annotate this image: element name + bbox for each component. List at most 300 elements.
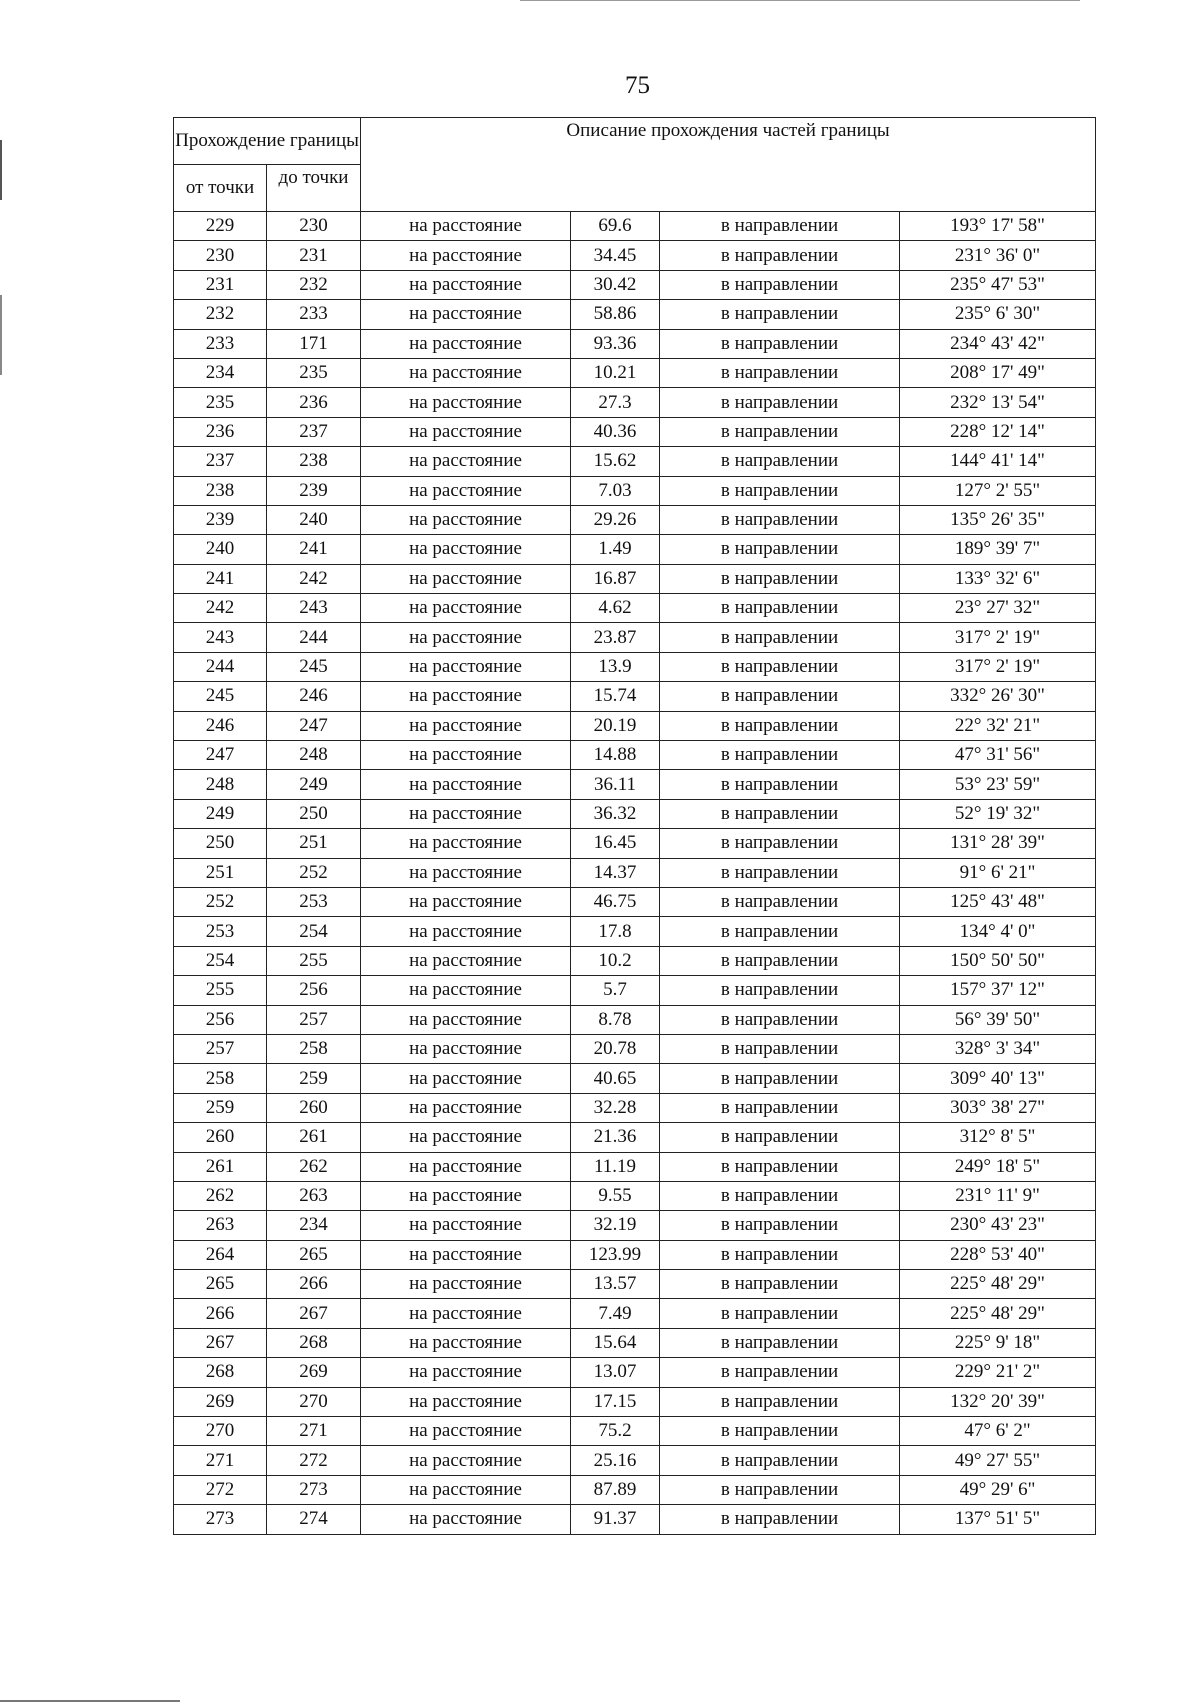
- from-point-cell: 259: [174, 1093, 267, 1122]
- distance-value-cell: 14.37: [571, 858, 660, 887]
- distance-value-cell: 30.42: [571, 270, 660, 299]
- distance-value-cell: 123.99: [571, 1240, 660, 1269]
- from-point-cell: 244: [174, 652, 267, 681]
- table-row: [174, 358, 1096, 387]
- distance-label-cell: на расстояние: [361, 270, 571, 299]
- scan-artifact-left-2: [0, 295, 2, 375]
- from-point-cell: 241: [174, 564, 267, 593]
- direction-label-cell: в направлении: [660, 770, 900, 799]
- to-point-cell: 274: [267, 1505, 361, 1534]
- distance-label-cell: на расстояние: [361, 505, 571, 534]
- table-row: [174, 300, 1096, 329]
- table-row: [174, 417, 1096, 446]
- distance-label-cell: на расстояние: [361, 858, 571, 887]
- direction-label-cell: в направлении: [660, 447, 900, 476]
- to-point-cell: 270: [267, 1387, 361, 1416]
- distance-value-cell: 8.78: [571, 1005, 660, 1034]
- direction-angle-cell: 231° 36' 0": [900, 241, 1096, 270]
- direction-label-cell: в направлении: [660, 976, 900, 1005]
- scan-artifact-left: [0, 140, 2, 200]
- from-point-cell: 267: [174, 1328, 267, 1357]
- direction-label-cell: в направлении: [660, 1328, 900, 1357]
- distance-value-cell: 21.36: [571, 1123, 660, 1152]
- header-row-top: [174, 118, 1096, 165]
- distance-value-cell: 10.2: [571, 946, 660, 975]
- direction-label-cell: в направлении: [660, 1093, 900, 1122]
- distance-label-cell: на расстояние: [361, 535, 571, 564]
- direction-angle-cell: 53° 23' 59": [900, 770, 1096, 799]
- from-point-cell: 257: [174, 1034, 267, 1063]
- direction-label-cell: в направлении: [660, 1299, 900, 1328]
- from-point-cell: 265: [174, 1270, 267, 1299]
- to-point-cell: 253: [267, 887, 361, 916]
- distance-label-cell: на расстояние: [361, 1034, 571, 1063]
- table-row: [174, 623, 1096, 652]
- direction-angle-cell: 189° 39' 7": [900, 535, 1096, 564]
- distance-value-cell: 32.28: [571, 1093, 660, 1122]
- to-point-cell: 245: [267, 652, 361, 681]
- table-row: [174, 1181, 1096, 1210]
- distance-label-cell: на расстояние: [361, 476, 571, 505]
- direction-label-cell: в направлении: [660, 1152, 900, 1181]
- from-point-cell: 232: [174, 300, 267, 329]
- direction-angle-cell: 134° 4' 0": [900, 917, 1096, 946]
- direction-angle-cell: 317° 2' 19": [900, 652, 1096, 681]
- direction-angle-cell: 137° 51' 5": [900, 1505, 1096, 1534]
- distance-value-cell: 5.7: [571, 976, 660, 1005]
- direction-angle-cell: 228° 12' 14": [900, 417, 1096, 446]
- distance-label-cell: на расстояние: [361, 976, 571, 1005]
- direction-label-cell: в направлении: [660, 741, 900, 770]
- from-point-cell: 237: [174, 447, 267, 476]
- to-point-cell: 237: [267, 417, 361, 446]
- table-row: [174, 212, 1096, 241]
- direction-label-cell: в направлении: [660, 652, 900, 681]
- table-row: [174, 741, 1096, 770]
- direction-angle-cell: 157° 37' 12": [900, 976, 1096, 1005]
- direction-label-cell: в направлении: [660, 1446, 900, 1475]
- distance-value-cell: 25.16: [571, 1446, 660, 1475]
- from-point-cell: 256: [174, 1005, 267, 1034]
- direction-angle-cell: 234° 43' 42": [900, 329, 1096, 358]
- direction-angle-cell: 232° 13' 54": [900, 388, 1096, 417]
- scan-artifact-top: [520, 0, 1080, 1]
- direction-angle-cell: 332° 26' 30": [900, 682, 1096, 711]
- from-point-cell: 272: [174, 1475, 267, 1504]
- direction-angle-cell: 328° 3' 34": [900, 1034, 1096, 1063]
- direction-angle-cell: 135° 26' 35": [900, 505, 1096, 534]
- table-row: [174, 1211, 1096, 1240]
- distance-value-cell: 15.62: [571, 447, 660, 476]
- from-point-cell: 266: [174, 1299, 267, 1328]
- table-row: [174, 652, 1096, 681]
- distance-label-cell: на расстояние: [361, 212, 571, 241]
- direction-label-cell: в направлении: [660, 212, 900, 241]
- direction-angle-cell: 303° 38' 27": [900, 1093, 1096, 1122]
- distance-label-cell: на расстояние: [361, 417, 571, 446]
- distance-label-cell: на расстояние: [361, 946, 571, 975]
- direction-angle-cell: 235° 6' 30": [900, 300, 1096, 329]
- from-point-cell: 270: [174, 1417, 267, 1446]
- direction-label-cell: в направлении: [660, 417, 900, 446]
- to-point-cell: 268: [267, 1328, 361, 1357]
- to-point-cell: 258: [267, 1034, 361, 1063]
- to-point-cell: 231: [267, 241, 361, 270]
- distance-value-cell: 20.19: [571, 711, 660, 740]
- table-row: [174, 1358, 1096, 1387]
- direction-label-cell: в направлении: [660, 241, 900, 270]
- direction-angle-cell: 52° 19' 32": [900, 799, 1096, 828]
- direction-angle-cell: 225° 48' 29": [900, 1270, 1096, 1299]
- from-point-cell: 252: [174, 887, 267, 916]
- direction-angle-cell: 22° 32' 21": [900, 711, 1096, 740]
- table-row: [174, 329, 1096, 358]
- from-point-cell: 254: [174, 946, 267, 975]
- distance-value-cell: 15.74: [571, 682, 660, 711]
- to-point-cell: 230: [267, 212, 361, 241]
- distance-value-cell: 20.78: [571, 1034, 660, 1063]
- distance-value-cell: 27.3: [571, 388, 660, 417]
- table-row: [174, 711, 1096, 740]
- direction-label-cell: в направлении: [660, 564, 900, 593]
- distance-label-cell: на расстояние: [361, 799, 571, 828]
- to-point-cell: 250: [267, 799, 361, 828]
- distance-value-cell: 15.64: [571, 1328, 660, 1357]
- to-point-cell: 249: [267, 770, 361, 799]
- direction-label-cell: в направлении: [660, 329, 900, 358]
- from-point-cell: 258: [174, 1064, 267, 1093]
- table-row: [174, 388, 1096, 417]
- distance-value-cell: 7.03: [571, 476, 660, 505]
- distance-label-cell: на расстояние: [361, 682, 571, 711]
- table-row: [174, 682, 1096, 711]
- distance-label-cell: на расстояние: [361, 1446, 571, 1475]
- to-point-cell: 271: [267, 1417, 361, 1446]
- direction-angle-cell: 309° 40' 13": [900, 1064, 1096, 1093]
- direction-label-cell: в направлении: [660, 1270, 900, 1299]
- page-number: 75: [625, 72, 650, 99]
- from-point-cell: 234: [174, 358, 267, 387]
- table-row: [174, 564, 1096, 593]
- distance-label-cell: на расстояние: [361, 1387, 571, 1416]
- direction-angle-cell: 150° 50' 50": [900, 946, 1096, 975]
- table-row: [174, 1299, 1096, 1328]
- to-point-cell: 234: [267, 1211, 361, 1240]
- distance-label-cell: на расстояние: [361, 741, 571, 770]
- distance-value-cell: 16.45: [571, 829, 660, 858]
- direction-angle-cell: 91° 6' 21": [900, 858, 1096, 887]
- to-point-cell: 256: [267, 976, 361, 1005]
- from-point-cell: 250: [174, 829, 267, 858]
- table-row: [174, 946, 1096, 975]
- from-point-cell: 253: [174, 917, 267, 946]
- distance-label-cell: на расстояние: [361, 388, 571, 417]
- distance-value-cell: 16.87: [571, 564, 660, 593]
- direction-label-cell: в направлении: [660, 799, 900, 828]
- from-point-cell: 260: [174, 1123, 267, 1152]
- table-row: [174, 1446, 1096, 1475]
- to-point-cell: 171: [267, 329, 361, 358]
- distance-value-cell: 1.49: [571, 535, 660, 564]
- direction-angle-cell: 125° 43' 48": [900, 887, 1096, 916]
- direction-label-cell: в направлении: [660, 1064, 900, 1093]
- to-point-cell: 240: [267, 505, 361, 534]
- from-point-cell: 268: [174, 1358, 267, 1387]
- table-row: [174, 1152, 1096, 1181]
- table-row: [174, 1005, 1096, 1034]
- distance-label-cell: на расстояние: [361, 1475, 571, 1504]
- direction-label-cell: в направлении: [660, 1505, 900, 1534]
- distance-label-cell: на расстояние: [361, 887, 571, 916]
- to-point-cell: 265: [267, 1240, 361, 1269]
- to-point-cell: 269: [267, 1358, 361, 1387]
- scan-artifact-bottom: [0, 1700, 180, 1702]
- distance-label-cell: на расстояние: [361, 770, 571, 799]
- distance-label-cell: на расстояние: [361, 300, 571, 329]
- distance-value-cell: 9.55: [571, 1181, 660, 1210]
- direction-label-cell: в направлении: [660, 858, 900, 887]
- to-point-cell: 260: [267, 1093, 361, 1122]
- direction-angle-cell: 23° 27' 32": [900, 594, 1096, 623]
- from-point-cell: 273: [174, 1505, 267, 1534]
- distance-value-cell: 7.49: [571, 1299, 660, 1328]
- direction-label-cell: в направлении: [660, 300, 900, 329]
- distance-value-cell: 91.37: [571, 1505, 660, 1534]
- direction-angle-cell: 249° 18' 5": [900, 1152, 1096, 1181]
- to-point-cell: 243: [267, 594, 361, 623]
- table-row: [174, 270, 1096, 299]
- direction-label-cell: в направлении: [660, 1475, 900, 1504]
- direction-angle-cell: 225° 48' 29": [900, 1299, 1096, 1328]
- to-point-cell: 236: [267, 388, 361, 417]
- direction-angle-cell: 49° 27' 55": [900, 1446, 1096, 1475]
- direction-angle-cell: 49° 29' 6": [900, 1475, 1096, 1504]
- distance-label-cell: на расстояние: [361, 1417, 571, 1446]
- direction-angle-cell: 131° 28' 39": [900, 829, 1096, 858]
- table-row: [174, 1240, 1096, 1269]
- to-point-cell: 267: [267, 1299, 361, 1328]
- from-point-cell: 262: [174, 1181, 267, 1210]
- distance-label-cell: на расстояние: [361, 1240, 571, 1269]
- table-row: [174, 829, 1096, 858]
- table-row: [174, 917, 1096, 946]
- distance-label-cell: на расстояние: [361, 1211, 571, 1240]
- direction-angle-cell: 317° 2' 19": [900, 623, 1096, 652]
- distance-label-cell: на расстояние: [361, 1299, 571, 1328]
- distance-label-cell: на расстояние: [361, 1181, 571, 1210]
- distance-label-cell: на расстояние: [361, 1270, 571, 1299]
- from-point-cell: 249: [174, 799, 267, 828]
- direction-label-cell: в направлении: [660, 1211, 900, 1240]
- direction-angle-cell: 144° 41' 14": [900, 447, 1096, 476]
- distance-label-cell: на расстояние: [361, 711, 571, 740]
- from-point-cell: 238: [174, 476, 267, 505]
- to-point-cell: 254: [267, 917, 361, 946]
- from-point-cell: 240: [174, 535, 267, 564]
- distance-value-cell: 14.88: [571, 741, 660, 770]
- distance-label-cell: на расстояние: [361, 1152, 571, 1181]
- from-point-cell: 245: [174, 682, 267, 711]
- from-point-cell: 248: [174, 770, 267, 799]
- to-point-cell: 247: [267, 711, 361, 740]
- to-point-cell: 251: [267, 829, 361, 858]
- direction-label-cell: в направлении: [660, 917, 900, 946]
- table-row: [174, 1387, 1096, 1416]
- to-point-cell: 266: [267, 1270, 361, 1299]
- distance-label-cell: на расстояние: [361, 652, 571, 681]
- header-to-point: до точки: [267, 165, 361, 212]
- direction-label-cell: в направлении: [660, 1358, 900, 1387]
- direction-label-cell: в направлении: [660, 594, 900, 623]
- distance-value-cell: 17.15: [571, 1387, 660, 1416]
- distance-value-cell: 69.6: [571, 212, 660, 241]
- direction-label-cell: в направлении: [660, 1034, 900, 1063]
- direction-angle-cell: 56° 39' 50": [900, 1005, 1096, 1034]
- direction-label-cell: в направлении: [660, 270, 900, 299]
- direction-angle-cell: 47° 6' 2": [900, 1417, 1096, 1446]
- distance-value-cell: 13.9: [571, 652, 660, 681]
- direction-angle-cell: 127° 2' 55": [900, 476, 1096, 505]
- to-point-cell: 232: [267, 270, 361, 299]
- to-point-cell: 259: [267, 1064, 361, 1093]
- table-row: [174, 976, 1096, 1005]
- distance-label-cell: на расстояние: [361, 447, 571, 476]
- distance-value-cell: 13.57: [571, 1270, 660, 1299]
- direction-angle-cell: 228° 53' 40": [900, 1240, 1096, 1269]
- to-point-cell: 257: [267, 1005, 361, 1034]
- to-point-cell: 262: [267, 1152, 361, 1181]
- distance-value-cell: 17.8: [571, 917, 660, 946]
- distance-label-cell: на расстояние: [361, 1123, 571, 1152]
- from-point-cell: 269: [174, 1387, 267, 1416]
- direction-angle-cell: 225° 9' 18": [900, 1328, 1096, 1357]
- to-point-cell: 246: [267, 682, 361, 711]
- from-point-cell: 247: [174, 741, 267, 770]
- boundary-table: [173, 117, 1096, 1535]
- distance-label-cell: на расстояние: [361, 329, 571, 358]
- distance-value-cell: 32.19: [571, 1211, 660, 1240]
- distance-value-cell: 23.87: [571, 623, 660, 652]
- distance-value-cell: 10.21: [571, 358, 660, 387]
- from-point-cell: 271: [174, 1446, 267, 1475]
- distance-value-cell: 75.2: [571, 1417, 660, 1446]
- from-point-cell: 233: [174, 329, 267, 358]
- from-point-cell: 255: [174, 976, 267, 1005]
- direction-label-cell: в направлении: [660, 388, 900, 417]
- direction-label-cell: в направлении: [660, 535, 900, 564]
- from-point-cell: 236: [174, 417, 267, 446]
- distance-label-cell: на расстояние: [361, 241, 571, 270]
- from-point-cell: 230: [174, 241, 267, 270]
- table-row: [174, 1328, 1096, 1357]
- distance-value-cell: 40.36: [571, 417, 660, 446]
- distance-value-cell: 4.62: [571, 594, 660, 623]
- table-row: [174, 1475, 1096, 1504]
- to-point-cell: 235: [267, 358, 361, 387]
- distance-label-cell: на расстояние: [361, 594, 571, 623]
- direction-angle-cell: 193° 17' 58": [900, 212, 1096, 241]
- direction-label-cell: в направлении: [660, 505, 900, 534]
- table-row: [174, 1123, 1096, 1152]
- table-row: [174, 1093, 1096, 1122]
- direction-label-cell: в направлении: [660, 887, 900, 916]
- header-boundary-passage: Прохождение границы: [174, 118, 361, 165]
- table-row: [174, 476, 1096, 505]
- table-row: [174, 594, 1096, 623]
- direction-angle-cell: 230° 43' 23": [900, 1211, 1096, 1240]
- from-point-cell: 243: [174, 623, 267, 652]
- distance-label-cell: на расстояние: [361, 1505, 571, 1534]
- distance-label-cell: на расстояние: [361, 564, 571, 593]
- direction-label-cell: в направлении: [660, 1417, 900, 1446]
- from-point-cell: 235: [174, 388, 267, 417]
- direction-label-cell: в направлении: [660, 1005, 900, 1034]
- direction-label-cell: в направлении: [660, 946, 900, 975]
- direction-label-cell: в направлении: [660, 682, 900, 711]
- from-point-cell: 263: [174, 1211, 267, 1240]
- from-point-cell: 242: [174, 594, 267, 623]
- from-point-cell: 251: [174, 858, 267, 887]
- table-row: [174, 505, 1096, 534]
- direction-label-cell: в направлении: [660, 1123, 900, 1152]
- to-point-cell: 242: [267, 564, 361, 593]
- direction-angle-cell: 47° 31' 56": [900, 741, 1096, 770]
- table-row: [174, 535, 1096, 564]
- direction-label-cell: в направлении: [660, 1240, 900, 1269]
- direction-label-cell: в направлении: [660, 711, 900, 740]
- direction-label-cell: в направлении: [660, 358, 900, 387]
- header-description: Описание прохождения частей границы: [361, 118, 1096, 212]
- header-from-point: от точки: [174, 165, 267, 212]
- table-row: [174, 1270, 1096, 1299]
- direction-angle-cell: 229° 21' 2": [900, 1358, 1096, 1387]
- table-row: [174, 858, 1096, 887]
- from-point-cell: 246: [174, 711, 267, 740]
- table-row: [174, 799, 1096, 828]
- distance-label-cell: на расстояние: [361, 829, 571, 858]
- distance-value-cell: 29.26: [571, 505, 660, 534]
- to-point-cell: 238: [267, 447, 361, 476]
- distance-value-cell: 46.75: [571, 887, 660, 916]
- distance-value-cell: 36.32: [571, 799, 660, 828]
- from-point-cell: 261: [174, 1152, 267, 1181]
- direction-angle-cell: 208° 17' 49": [900, 358, 1096, 387]
- distance-value-cell: 87.89: [571, 1475, 660, 1504]
- direction-angle-cell: 235° 47' 53": [900, 270, 1096, 299]
- table-row: [174, 1034, 1096, 1063]
- distance-label-cell: на расстояние: [361, 1064, 571, 1093]
- direction-angle-cell: 133° 32' 6": [900, 564, 1096, 593]
- distance-label-cell: на расстояние: [361, 1358, 571, 1387]
- distance-value-cell: 40.65: [571, 1064, 660, 1093]
- to-point-cell: 244: [267, 623, 361, 652]
- distance-value-cell: 93.36: [571, 329, 660, 358]
- distance-value-cell: 13.07: [571, 1358, 660, 1387]
- to-point-cell: 255: [267, 946, 361, 975]
- direction-angle-cell: 132° 20' 39": [900, 1387, 1096, 1416]
- distance-label-cell: на расстояние: [361, 623, 571, 652]
- direction-angle-cell: 312° 8' 5": [900, 1123, 1096, 1152]
- to-point-cell: 261: [267, 1123, 361, 1152]
- from-point-cell: 231: [174, 270, 267, 299]
- direction-label-cell: в направлении: [660, 1387, 900, 1416]
- to-point-cell: 272: [267, 1446, 361, 1475]
- to-point-cell: 233: [267, 300, 361, 329]
- distance-label-cell: на расстояние: [361, 917, 571, 946]
- from-point-cell: 264: [174, 1240, 267, 1269]
- table-row: [174, 1505, 1096, 1534]
- distance-value-cell: 11.19: [571, 1152, 660, 1181]
